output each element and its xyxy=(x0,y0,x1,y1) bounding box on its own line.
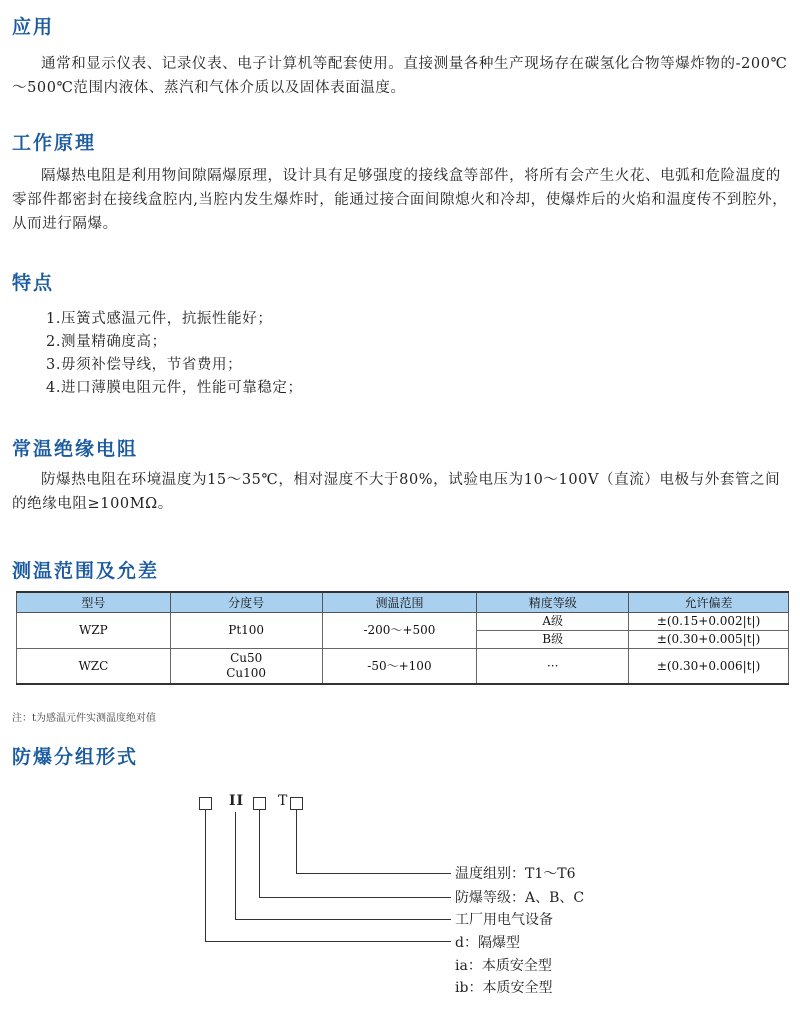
header-model: 型号 xyxy=(17,592,171,613)
label-factory-equipment: 工厂用电气设备 xyxy=(455,912,553,928)
heading-principle: 工作原理 xyxy=(12,132,97,154)
principle-text: 隔爆热电阻是利用物间隙隔爆原理，设计具有足够强度的接线盒等部件，将所有会产生火花、电弧和危险温度的零部件都密封在接线盒腔内,当腔内发生爆炸时，能通过接合面间隙熄火和冷却，使爆炸后的火焰和温度传不到腔外，从而进行隔爆。 xyxy=(12,168,788,232)
table-row xyxy=(17,613,789,631)
cell-grade: B级 xyxy=(477,631,629,649)
feature-item: 1.压簧式感温元件，抗振性能好； xyxy=(46,311,273,327)
cell-range: -200～+500 xyxy=(322,613,477,649)
heading-insulation: 常温绝缘电阻 xyxy=(12,438,139,460)
cell-index-line: Cu100 xyxy=(226,666,267,680)
cell-index: Pt100 xyxy=(170,613,322,649)
code-box-protection xyxy=(199,797,212,810)
label-type-ia: ia：本质安全型 xyxy=(455,958,552,974)
feature-item: 3.毋须补偿导线，节省费用； xyxy=(46,357,243,373)
label-type-ib: ib：本质安全型 xyxy=(455,980,553,996)
connector-line xyxy=(296,873,451,874)
feature-item: 2.测量精确度高； xyxy=(46,334,167,350)
feature-item: 4.进口薄膜电阻元件，性能可靠稳定； xyxy=(46,380,303,396)
cell-deviation: ±(0.30+0.006|t|) xyxy=(629,649,789,685)
cell-grade: A级 xyxy=(477,613,629,631)
header-range: 测温范围 xyxy=(322,592,477,613)
cell-deviation: ±(0.15+0.002|t|) xyxy=(629,613,789,631)
heading-features: 特点 xyxy=(12,272,55,294)
cell-model: WZC xyxy=(17,649,171,685)
header-deviation: 允许偏差 xyxy=(629,592,789,613)
table-header-row xyxy=(17,592,789,613)
table-row xyxy=(17,649,789,685)
connector-line xyxy=(296,810,297,873)
application-text: 通常和显示仪表、记录仪表、电子计算机等配套使用。直接测量各种生产现场存在碳氢化合物等爆炸物的-200℃～500℃范围内液体、蒸汽和气体介质以及固体表面温度。 xyxy=(12,56,788,96)
header-index: 分度号 xyxy=(170,592,322,613)
cell-grade: ··· xyxy=(477,649,629,685)
header-grade: 精度等级 xyxy=(477,592,629,613)
code-roman: II xyxy=(229,793,245,809)
cell-range: -50～+100 xyxy=(322,649,477,685)
code-box-temp xyxy=(290,797,303,810)
cell-index xyxy=(170,649,322,685)
heading-grouping: 防爆分组形式 xyxy=(12,746,139,768)
connector-line xyxy=(235,812,236,919)
features-list xyxy=(46,308,303,400)
connector-line xyxy=(205,941,451,942)
connector-line xyxy=(259,810,260,897)
label-protection-grade: 防爆等级：A、B、C xyxy=(455,890,585,906)
connector-line xyxy=(235,919,451,920)
range-table xyxy=(16,591,789,685)
label-temp-group: 温度组别：T1～T6 xyxy=(455,866,576,882)
connector-line xyxy=(259,897,451,898)
cell-deviation: ±(0.30+0.005|t|) xyxy=(629,631,789,649)
heading-range: 测温范围及允差 xyxy=(12,560,160,582)
heading-application: 应用 xyxy=(12,16,55,38)
label-type-d: d：隔爆型 xyxy=(455,935,520,951)
insulation-text: 防爆热电阻在环境温度为15～35℃，相对湿度不大于80%，试验电压为10～100V（直流）电极与外套管之间的绝缘电阻≥100MΩ。 xyxy=(12,472,781,512)
code-box-grade xyxy=(253,797,266,810)
code-t: T xyxy=(278,793,288,809)
cell-model: WZP xyxy=(17,613,171,649)
cell-index-line: Cu50 xyxy=(230,651,263,665)
table-note: 注：t为感温元件实测温度绝对值 xyxy=(12,713,157,724)
connector-line xyxy=(205,810,206,941)
